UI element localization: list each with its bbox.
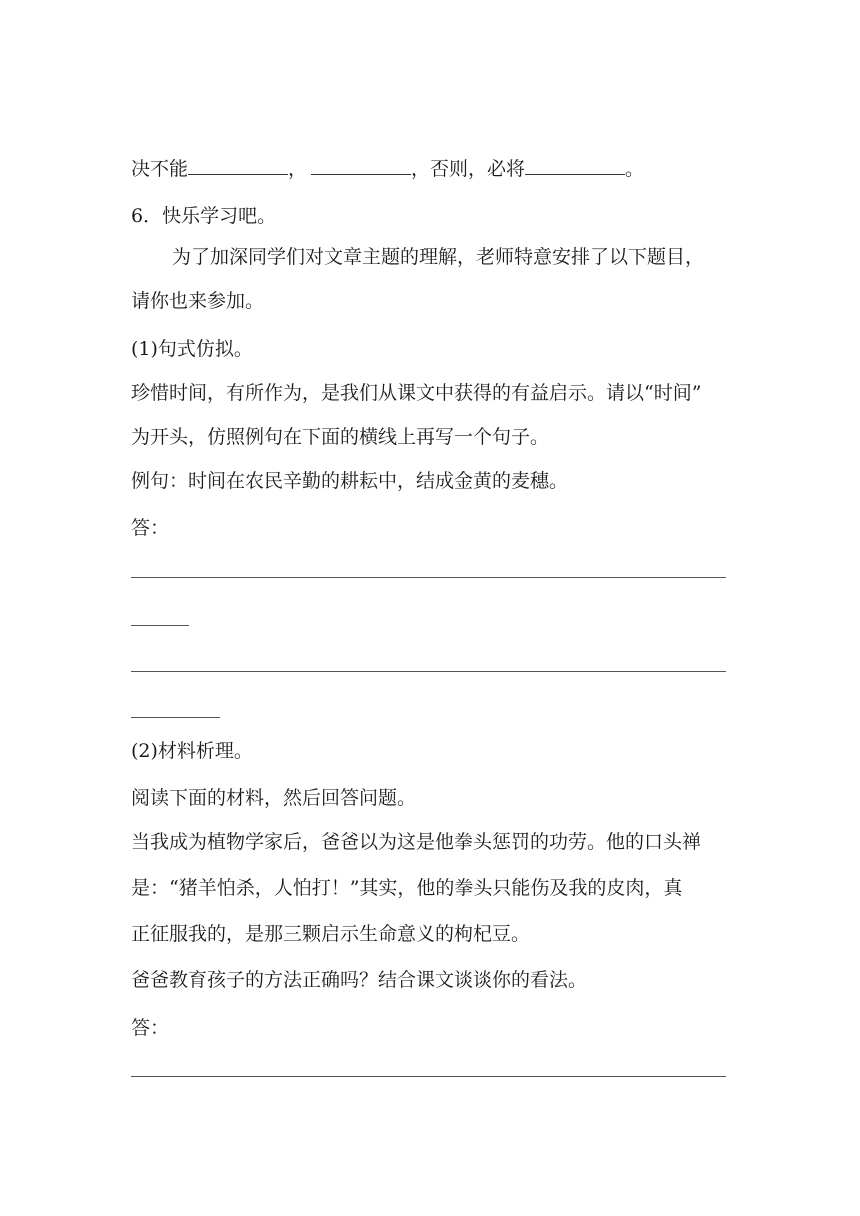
subquestion-1-prompt-line-1: 珍惜时间，有所作为，是我们从课文中获得的有益启示。请以“时间” xyxy=(131,382,702,404)
subquestion-2-question: 爸爸教育孩子的方法正确吗？结合课文谈谈你的看法。 xyxy=(131,969,588,991)
subquestion-1-title: (1)句式仿拟。 xyxy=(131,338,253,360)
answer-line[interactable] xyxy=(131,717,220,718)
fill-in-prefix: 决不能 xyxy=(131,158,189,180)
answer-line[interactable] xyxy=(131,625,189,626)
answer-blank-1[interactable] xyxy=(188,156,288,175)
intro-paragraph-line-1: 为了加深同学们对文章主题的理解，老师特意安排了以下题目， xyxy=(172,246,705,268)
fill-in-suffix: 。 xyxy=(625,158,645,180)
answer-label-2: 答： xyxy=(131,1017,170,1039)
answer-line[interactable] xyxy=(131,1076,726,1077)
fill-in-separator-1: ， xyxy=(288,158,308,180)
subquestion-2-instruction: 阅读下面的材料，然后回答问题。 xyxy=(131,787,417,809)
material-line-1: 当我成为植物学家后，爸爸以为这是他拳头惩罚的功劳。他的口头禅 xyxy=(131,831,702,853)
material-line-3: 正征服我的，是那三颗启示生命意义的枸杞豆。 xyxy=(131,923,531,945)
fill-in-separator-2: ，否则，必将 xyxy=(411,158,526,180)
answer-line[interactable] xyxy=(131,671,726,672)
answer-label-1: 答： xyxy=(131,517,170,539)
example-sentence: 例句：时间在农民辛勤的耕耘中，结成金黄的麦穗。 xyxy=(131,470,569,492)
fill-in-line xyxy=(131,156,644,181)
answer-blank-2[interactable] xyxy=(311,156,411,175)
question-6-heading: 6．快乐学习吧。 xyxy=(131,205,277,227)
intro-paragraph-line-2: 请你也来参加。 xyxy=(131,290,265,312)
subquestion-2-title: (2)材料析理。 xyxy=(131,740,253,762)
answer-blank-3[interactable] xyxy=(525,156,625,175)
subquestion-1-prompt-line-2: 为开头，仿照例句在下面的横线上再写一个句子。 xyxy=(131,426,550,448)
material-line-2: 是：“猪羊怕杀，人怕打！”其实，他的拳头只能伤及我的皮肉，真 xyxy=(131,877,683,899)
answer-line[interactable] xyxy=(131,577,726,578)
